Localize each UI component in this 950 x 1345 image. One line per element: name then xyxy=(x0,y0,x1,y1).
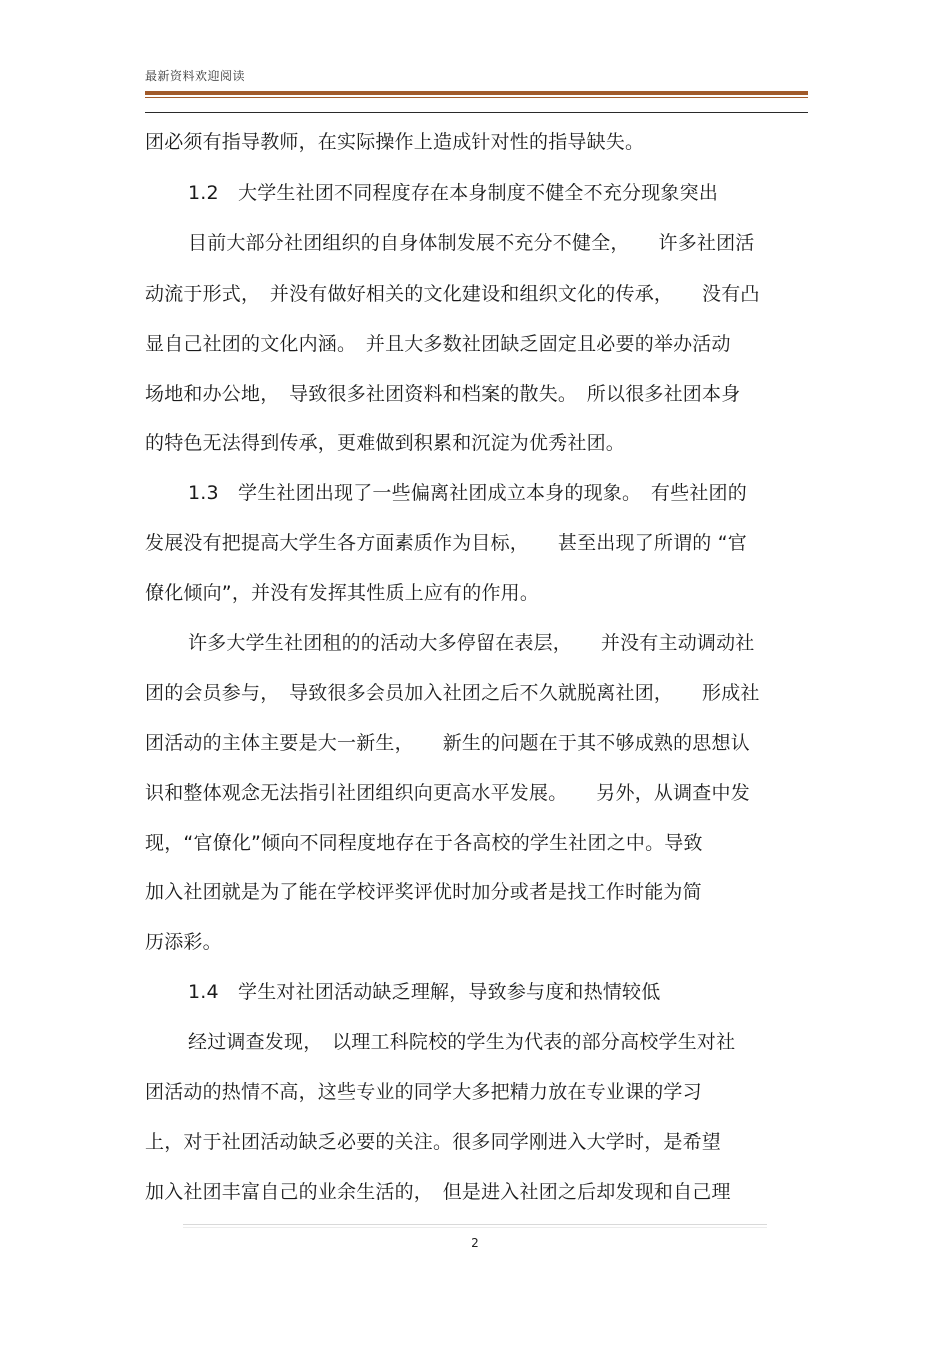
text-line: 显自己社团的文化内涵。 并且大多数社团缺乏固定且必要的举办活动 xyxy=(145,333,731,355)
header-rule-thick xyxy=(145,91,808,95)
text-line: 动流于形式， 并没有做好相关的文化建设和组织文化的传承， 没有凸 xyxy=(145,283,760,305)
text-line: 目前大部分社团组织的自身体制发展不充分不健全， 许多社团活 xyxy=(188,232,755,254)
running-header: 最新资料欢迎阅读 xyxy=(145,69,246,83)
text-line: 场地和办公地， 导致很多社团资料和档案的散失。 所以很多社团本身 xyxy=(145,383,741,405)
text-line: 上，对于社团活动缺乏必要的关注。很多同学刚进入大学时，是希望 xyxy=(145,1131,722,1153)
text-line: 团活动的主体主要是大一新生， 新生的问题在于其不够成熟的思想认 xyxy=(145,732,750,754)
header-rule-dark xyxy=(145,112,808,113)
footer-rule xyxy=(183,1224,767,1225)
section-heading: 1.3 学生社团出现了一些偏离社团成立本身的现象。 有些社团的 xyxy=(188,482,747,504)
text-line: 经过调查发现， 以理工科院校的学生为代表的部分高校学生对社 xyxy=(188,1031,736,1053)
text-line: 历添彩。 xyxy=(145,931,222,953)
header-rule-thin xyxy=(145,97,808,98)
text-line: 加入社团就是为了能在学校评奖评优时加分或者是找工作时能为简 xyxy=(145,881,702,903)
section-heading: 1.4 学生对社团活动缺乏理解，导致参与度和热情较低 xyxy=(188,981,661,1003)
text-line: 发展没有把提高大学生各方面素质作为目标， 甚至出现了所谓的 “官 xyxy=(145,532,747,554)
text-line: 现，“官僚化”倾向不同程度地存在于各高校的学生社团之中。导致 xyxy=(145,832,703,854)
text-line: 团活动的热情不高，这些专业的同学大多把精力放在专业课的学习 xyxy=(145,1081,702,1103)
text-line: 加入社团丰富自己的业余生活的， 但是进入社团之后却发现和自己理 xyxy=(145,1181,731,1203)
section-heading: 1.2 大学生社团不同程度存在本身制度不健全不充分现象突出 xyxy=(188,182,719,204)
text-line: 僚化倾向”，并没有发挥其性质上应有的作用。 xyxy=(145,582,540,604)
text-line: 许多大学生社团租的的活动大多停留在表层， 并没有主动调动社 xyxy=(188,632,755,654)
text-line: 识和整体观念无法指引社团组织向更高水平发展。 另外，从调查中发 xyxy=(145,782,750,804)
page-number: 2 xyxy=(471,1236,479,1250)
text-line: 团必须有指导教师，在实际操作上造成针对性的指导缺失。 xyxy=(145,131,645,153)
text-line: 团的会员参与， 导致很多会员加入社团之后不久就脱离社团， 形成社 xyxy=(145,682,760,704)
text-line: 的特色无法得到传承，更难做到积累和沉淀为优秀社团。 xyxy=(145,432,626,454)
footer-rule-shadow xyxy=(183,1227,767,1228)
